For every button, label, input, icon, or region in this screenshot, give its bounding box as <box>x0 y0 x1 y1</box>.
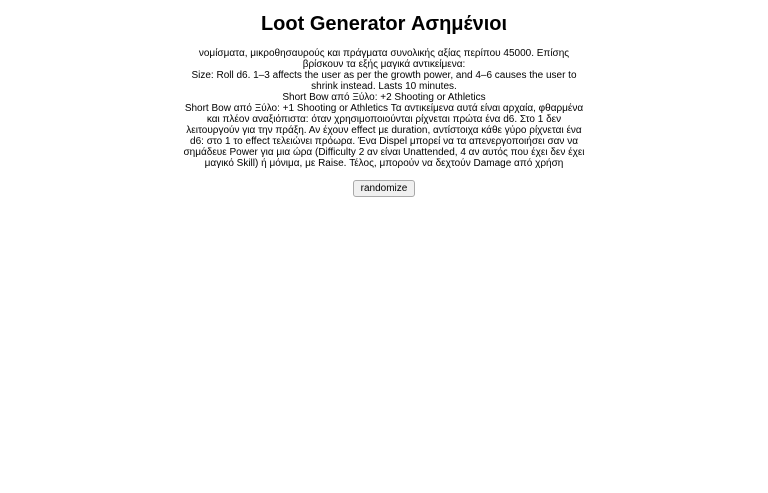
button-row <box>0 178 768 197</box>
loot-line-size-item: Size: Roll d6. 1–3 affects the user as per the growth power, and 4–6 causes the user to shrink instead. Lasts 10 minutes. <box>191 70 577 92</box>
loot-line-shortbow-plus2-item: Short Bow από Ξύλο: +2 Shooting or Athletics <box>282 92 486 103</box>
loot-generator-page <box>0 13 768 197</box>
loot-line-treasure-summary: νομίσματα, μικροθησαυρούς και πράγματα συνολικής αξίας περίπου 45000. Επίσης βρίσκουν τα εξής μαγικά αντικείμενα: <box>198 48 570 70</box>
randomize-button[interactable]: randomize <box>353 180 416 197</box>
loot-line-shortbow-plus1-and-rules: Short Bow από Ξύλο: +1 Shooting or Athletics Τα αντικείμενα αυτά είναι αρχαία, φθαρμένα και πλέον αναξιόπιστα: όταν χρησιμοποιούνται ρίχνεται πρώτα ένα d6. Στο 1 δεν λειτουργούν για την πράξη. Αν έχουν effect με duration, αντίστοιχα κάθε γύρο ρίχνεται ένα d6: στο 1 το effect τελειώνει πρόωρα. Ένα Dispel μπορεί να τα απενεργοποιήσει σαν να σημάδευε Power για μια ώρα (Difficulty 2 αν είναι Unattended, 4 αν αυτός που έχει δεν έχει μαγικό Skill) ή μόνιμα, με Raise. Τέλος, μπορούν να δεχτούν Damage από χρήση <box>183 103 585 169</box>
page-title: Loot Generator Ασημένιοι <box>260 13 508 35</box>
loot-description <box>180 48 588 169</box>
